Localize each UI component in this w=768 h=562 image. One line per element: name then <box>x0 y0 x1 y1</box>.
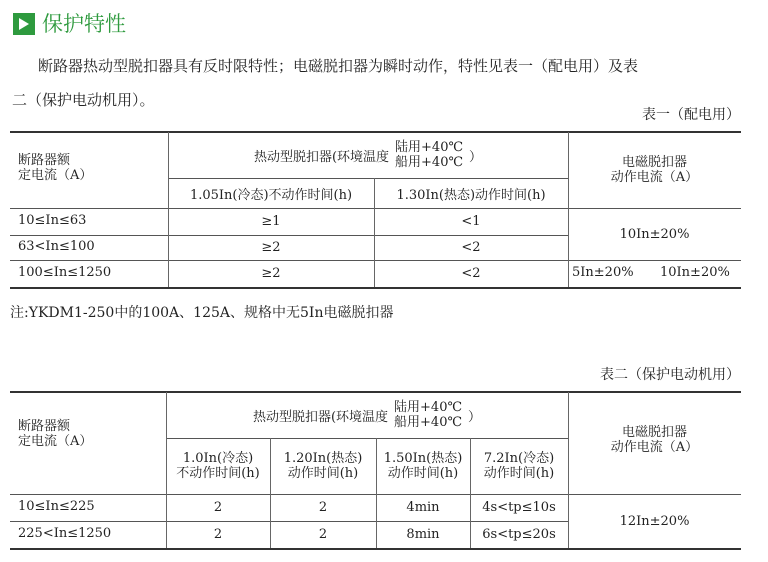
intro-line-1: 断路器热动型脱扣器具有反时限特性；电磁脱扣器为瞬时动作，特性见表一（配电用）及表 <box>38 57 639 75</box>
table2-sub-1 <box>166 442 270 490</box>
magnetic-header-line1: 电磁脱扣器 <box>621 155 687 170</box>
table1-magnetic-header <box>568 140 741 200</box>
table1-row1-hot: <1 <box>461 214 481 229</box>
magnetic-header-stack <box>611 155 698 185</box>
thermal-header-prefix: 热动型脱扣器(环境温度 <box>253 149 390 165</box>
table2-row1-c3: 4min <box>406 500 440 515</box>
table2-row2-range: 225<In≤1250 <box>18 526 112 541</box>
table2-sub-2-line2: 动作时间(h) <box>287 466 359 481</box>
table1-row2-cold: ≥2 <box>261 240 281 255</box>
section-title: 保护特性 <box>42 12 126 36</box>
table2-sub-3-line1: 1.50In(热态) <box>383 451 463 466</box>
table1-row3-magnetic-a: 5In±20% <box>572 265 634 280</box>
table2-rated-header-line2: 定电流（A） <box>18 434 93 449</box>
table1-row3-range: 100≤In≤1250 <box>18 265 112 280</box>
table2-sub-3 <box>376 442 470 490</box>
magnetic-header-line1: 电磁脱扣器 <box>621 425 687 440</box>
table1-sub-cold: 1.05In(冷态)不动作时间(h) <box>189 188 353 203</box>
table2-top-rule <box>10 391 741 393</box>
play-icon <box>13 13 35 35</box>
intro-line-2: 二（保护电动机用）。 <box>12 91 155 109</box>
thermal-header-temps <box>395 140 463 170</box>
magnetic-header-stack <box>611 425 698 455</box>
table2-sub-4 <box>470 442 568 490</box>
table1-row3-magnetic-b: 10In±20% <box>660 265 730 280</box>
thermal-header-ship: 船用+40℃ <box>394 415 463 430</box>
table2-row2-c2: 2 <box>318 527 328 542</box>
table1-row1-cold: ≥1 <box>261 214 281 229</box>
table2-sub-2 <box>270 442 376 490</box>
table2-row1-range: 10≤In≤225 <box>18 499 95 514</box>
table2-caption: 表二（保护电动机用） <box>600 367 740 383</box>
table2-row1-c4: 4s<tp≤10s <box>482 500 556 515</box>
table2-sub-3-line2: 动作时间(h) <box>387 466 459 481</box>
table2-sub-2-stack <box>284 451 363 481</box>
table2-sub-1-stack <box>176 451 260 481</box>
table2-sub-3-stack <box>384 451 463 481</box>
table2-rated-header <box>18 419 92 449</box>
table2-sub-rule <box>166 438 568 439</box>
table1-row2-hot: <2 <box>461 240 481 255</box>
table2-magnetic-merged: 12In±20% <box>619 513 690 529</box>
thermal-header-suffix: ） <box>468 409 482 425</box>
table-note: 注:YKDM1-250中的100A、125A、规格中无5In电磁脱扣器 <box>10 305 394 321</box>
table1-thermal-header <box>168 138 568 172</box>
table1-row3-cold: ≥2 <box>261 266 281 281</box>
table2-rated-header-line1: 断路器额 <box>18 419 71 434</box>
table1-magnetic-merged: 10In±20% <box>619 226 690 242</box>
table2-sub-4-line2: 动作时间(h) <box>483 466 555 481</box>
table2-row2-c1: 2 <box>213 527 223 542</box>
table2-sub-4-line1: 7.2In(冷态) <box>483 451 555 466</box>
table1-sub-hot: 1.30In(热态)动作时间(h) <box>396 188 546 203</box>
table2-sub-2-line1: 1.20In(热态) <box>283 451 363 466</box>
table1-row1-range: 10≤In≤63 <box>18 213 87 228</box>
thermal-header-ship: 船用+40℃ <box>395 155 464 170</box>
table2-row1-c2: 2 <box>318 500 328 515</box>
thermal-header-prefix: 热动型脱扣器(环境温度 <box>252 409 389 425</box>
thermal-header-suffix: ） <box>469 149 483 165</box>
table1-top-rule <box>10 131 741 133</box>
table1-caption: 表一（配电用） <box>642 107 740 123</box>
thermal-header-land: 陆用+40℃ <box>394 400 463 415</box>
thermal-header-temps <box>394 400 462 430</box>
table2-sub-1-line2: 不动作时间(h) <box>176 466 260 481</box>
table2-row2-c3: 8min <box>406 527 440 542</box>
table2-bottom-rule <box>10 548 741 550</box>
table1-row2-range: 63<In≤100 <box>18 239 95 254</box>
table2-sub-1-line1: 1.0In(冷态) <box>182 451 254 466</box>
table1-rated-header <box>18 153 92 183</box>
table1-rated-header-line2: 定电流（A） <box>18 168 93 183</box>
magnetic-header-line2: 动作电流（A） <box>610 170 699 185</box>
table2-row1-c1: 2 <box>213 500 223 515</box>
magnetic-header-line2: 动作电流（A） <box>610 440 699 455</box>
table1-bottom-rule <box>10 287 741 289</box>
table2-sub-4-stack <box>484 451 555 481</box>
thermal-header-land: 陆用+40℃ <box>395 140 464 155</box>
table2-thermal-header <box>166 398 568 432</box>
table2-row2-c4: 6s<tp≤20s <box>482 527 556 542</box>
table2-magnetic-header <box>568 410 741 470</box>
table1-rated-header-line1: 断路器额 <box>18 153 71 168</box>
table1-row3-hot: <2 <box>461 266 481 281</box>
